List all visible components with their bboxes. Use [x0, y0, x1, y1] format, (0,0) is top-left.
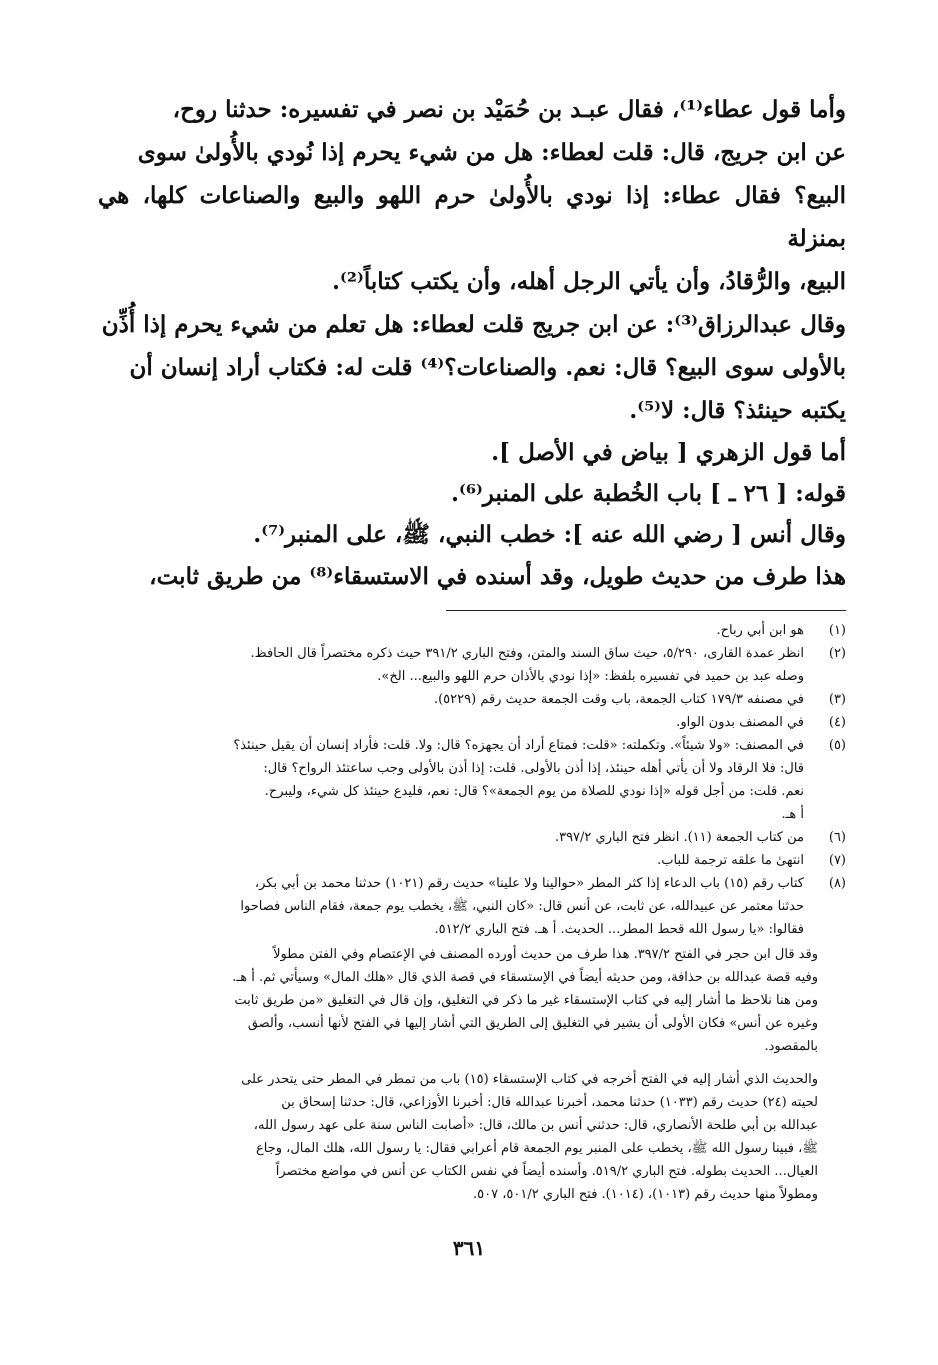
footnote	[98, 826, 846, 849]
main-line: هذا طرف من حديث طويل، وقد أسنده في الاستسقاء⁽⁸⁾ من طريق ثابت،	[149, 563, 846, 590]
footnote-number: (٥)	[828, 738, 846, 753]
main-line: أما قول الزهري [ بياض في الأصل ].	[491, 439, 846, 466]
footnote	[98, 688, 846, 711]
footnote-number: (٦)	[828, 830, 846, 845]
main-line: البيع، والرُّقادُ، وأن يأتي الرجل أهله، وأن يكتب كتاباً⁽²⁾.	[332, 268, 846, 295]
footnote	[98, 619, 846, 642]
commentary-paragraph	[98, 943, 846, 1058]
commentary-line: العيال... الحديث بطوله. فتح الباري ٥١٩/٢. وأسنده أيضاً في نفس الكتاب عن أنس في مواضع مختصراً	[275, 1164, 818, 1179]
footnote-line: من كتاب الجمعة (١١). انظر فتح الباري ٣٩٧/٢.	[554, 830, 804, 845]
commentary-paragraph	[98, 1068, 846, 1206]
commentary-line: وفيه قصة عبدالله بن حذافة، ومن حديثه أيضاً في الإستسقاء في قصة الذي قال «هلك المال» وسيأتي ثم. أ هـ.	[232, 970, 818, 985]
commentary-line: عبدالله بن أبي طلحة الأنصاري، قال: حدثني أنس بن مالك، قال: «أصابت الناس سنة على عهد رسول الله،	[253, 1118, 818, 1133]
footnote-line: انتهىٰ ما علقه ترجمة للباب.	[657, 853, 804, 868]
commentary-line: ﷺ، فبينا رسول الله ﷺ، يخطب على المنبر يوم الجمعة قام أعرابي فقال: يا رسول الله، هلك المال، وجاع	[255, 1141, 818, 1156]
footnote-line: وصله عبد بن حميد في تفسيره بلفظ: «إذا نودي بالأذان حرم اللهو والبيع... الخ».	[377, 669, 804, 684]
footnote-line: أ هـ.	[781, 807, 804, 822]
footnote-line: قال: فلا الرقاد ولا أن يأتي أهله حينئذ، إذا أذن بالأولى. قلت: إذا أذن بالأولى وجب ساعتئذ الرواح؟ قال:	[263, 761, 804, 776]
footnote-line: هو ابن أبي رباح.	[716, 623, 804, 638]
footnote-line: كتاب رقم (١٥) باب الدعاء إذا كثر المطر «حوالينا ولا علينا» حديث رقم (١٠٢١) حدثنا محمد بن أبي بكر،	[254, 876, 804, 891]
commentary-line: وغيره عن أنس» فكان الأولى أن يشير في التغليق إلى الطريق التي أشار إليها في الفتح لأنها أنسب، وألصق	[247, 1016, 818, 1031]
footnote-number: (١)	[828, 623, 846, 638]
commentary-line: بالمقصود.	[764, 1039, 818, 1054]
commentary-line: والحديث الذي أشار إليه في الفتح أخرجه في كتاب الإستسقاء (١٥) باب من تمطر في المطر حتى يتحدر على	[241, 1072, 818, 1087]
footnote-line: فقالوا: «يا رسول الله قحط المطر... الحديث. أ هـ. فتح الباري ٥١٢/٢.	[434, 922, 804, 937]
footnote-divider	[446, 610, 846, 611]
main-line: وقال أنس [ رضي الله عنه ]: خطب النبي، ﷺ، على المنبر⁽⁷⁾.	[253, 521, 846, 548]
footnote-number: (٢)	[828, 646, 846, 661]
main-line: وقال عبدالرزاق⁽³⁾: عن ابن جريج قلت لعطاء: هل تعلم من شيء يحرم إذا أُذِّن	[101, 311, 846, 338]
main-line: البيع؟ فقال عطاء: إذا نودي بالأُولىٰ حرم اللهو والبيع والصناعات كلها، هي بمنزلة	[98, 182, 846, 252]
main-line: عن ابن جريج، قال: قلت لعطاء: هل من شيء يحرم إذا نُودي بالأُولىٰ سوى	[137, 139, 846, 166]
main-text	[98, 88, 846, 598]
main-line: يكتبه حينئذ؟ قال: لا⁽⁵⁾.	[629, 397, 846, 424]
commentary-line: لحيته (٢٤) حديث رقم (١٠٣٣) حدثنا محمد، أخبرنا عبدالله قال: أخبرنا الأوزاعي، قال: حدثنا إسحاق بن	[281, 1095, 818, 1110]
footnote-number: (٣)	[828, 692, 846, 707]
footnote	[98, 872, 846, 941]
commentary-line: وقد قال ابن حجر في الفتح ٣٩٧/٢. هذا طرف من حديث أورده المصنف في الإعتصام وفي الفتن مطولاً	[273, 947, 818, 962]
footnote-line: في المصنف: «ولا شيئاً». وتكملته: «قلت: فمتاع أراد أن يجهزه؟ قال: ولا. قلت: فأراد إنسان أن يقيل حينئذ؟	[233, 738, 804, 753]
main-line: بالأولى سوى البيع؟ قال: نعم. والصناعات؟⁽⁴⁾ قلت له: فكتاب أراد إنسان أن	[129, 354, 846, 381]
main-line: وأما قول عطاء⁽¹⁾، فقال عبـد بن حُمَيْد بن نصر في تفسيره: حدثنا روح،	[172, 96, 846, 123]
footnote-number: (٤)	[828, 715, 846, 730]
footnote-line: حدثنا معتمر عن عبيدالله، عن ثابت، عن أنس قال: «كان النبي، ﷺ، يخطب يوم جمعة، فقام الناس فصاحوا	[240, 899, 804, 914]
footnote	[98, 711, 846, 734]
footnote	[98, 734, 846, 826]
footnote-line: نعم. قلت: من أجل قوله «إذا نودي للصلاة من يوم الجمعة»؟ قال: نعم، فليدع حينئذ كل شيء، وليبرح.	[264, 784, 804, 799]
footnote-number: (٨)	[828, 876, 846, 891]
footnote-line: انظر عمدة القارى، ٥/٢٩٠، حيث ساق السند والمتن، وفتح الباري ٣٩١/٢ حيث ذكره مختصراً قال الحافظ.	[250, 646, 804, 661]
commentary-line: ومن هنا نلاحظ ما أشار إليه في كتاب الإستسقاء غير ما ذكر في التغليق، وإن قال في التغليق «من طريق ثابت	[234, 993, 818, 1008]
footnote	[98, 849, 846, 872]
footnote-line: في مصنفه ١٧٩/٣ كتاب الجمعة، باب وقت الجمعة حديث رقم (٥٢٢٩).	[433, 692, 804, 707]
footnotes	[98, 619, 846, 1206]
footnote-number: (٧)	[828, 853, 846, 868]
chapter-heading: قوله: [ ٢٦ ـ ] باب الخُطبة على المنبر⁽⁶⁾.	[451, 480, 846, 507]
footnote	[98, 642, 846, 688]
commentary-line: ومطولاً منها حديث رقم (١٠١٣)، (١٠١٤). فتح الباري ٥٠١/٢، ٥٠٧.	[472, 1187, 818, 1202]
page-number: ٣٦١	[452, 1236, 486, 1260]
footnote-line: في المصنف بدون الواو.	[676, 715, 804, 730]
